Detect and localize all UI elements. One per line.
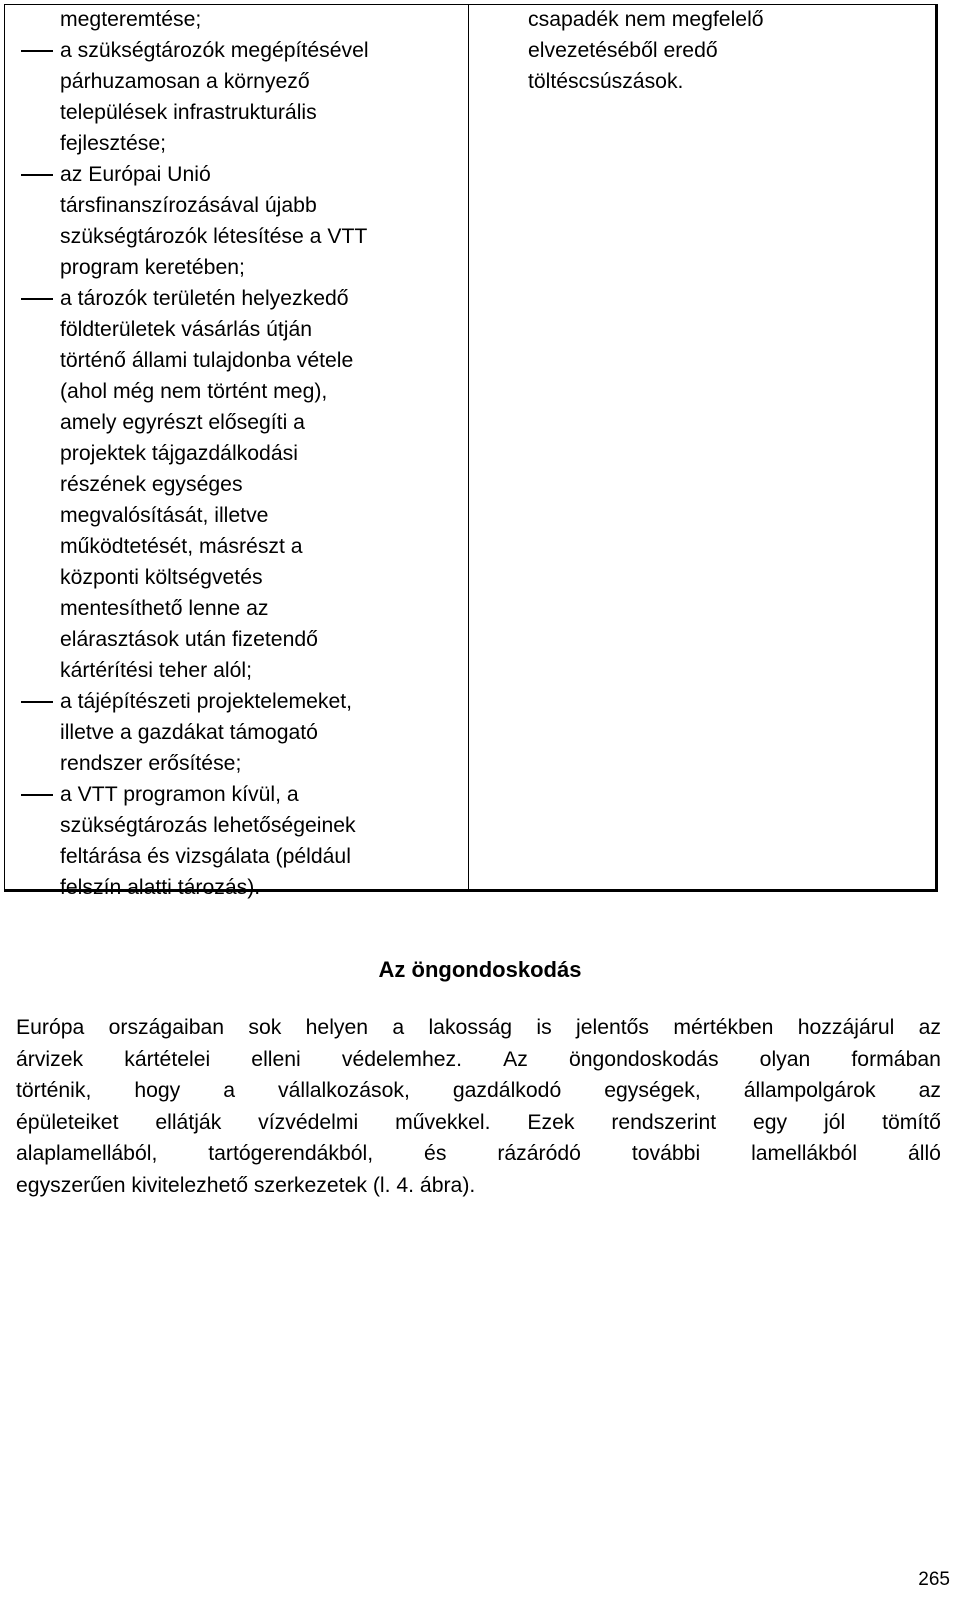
dash-bullet-icon bbox=[21, 701, 53, 703]
paragraph-line: történik, hogy a vállalkozások, gazdálkodó egységek, állampolgárok az bbox=[16, 1079, 941, 1102]
list-item-continuation bbox=[21, 314, 461, 345]
paragraph-line: alaplamellából, tartógerendákból, és rázáródó további lamellákból álló bbox=[16, 1142, 941, 1165]
list-item-text: (ahol még nem történt meg), bbox=[60, 380, 328, 403]
list-item-continuation bbox=[21, 4, 461, 35]
list-item-text: felszín alatti tározás). bbox=[60, 876, 261, 899]
list-item-continuation bbox=[21, 810, 461, 841]
list-item-text: a VTT programon kívül, a bbox=[60, 783, 299, 806]
section-heading: Az öngondoskodás bbox=[378, 957, 582, 982]
dash-bullet-icon bbox=[21, 174, 53, 176]
paragraph-line: egyszerűen kivitelezhető szerkezetek (l. 4. ábra). bbox=[16, 1173, 476, 1197]
list-item-text: szükségtározás lehetőségeinek bbox=[60, 814, 356, 837]
list-item-text: történő állami tulajdonba vétele bbox=[60, 349, 354, 372]
list-item-text: földterületek vásárlás útján bbox=[60, 318, 313, 341]
list-item-text: a tározók területén helyezkedő bbox=[60, 287, 349, 310]
list-item-start bbox=[21, 283, 461, 314]
dash-bullet-icon bbox=[21, 50, 53, 52]
list-item-start bbox=[21, 35, 461, 66]
list-item-continuation bbox=[21, 97, 461, 128]
list-item-start bbox=[21, 779, 461, 810]
list-item-text: elárasztások után fizetendő bbox=[60, 628, 318, 651]
page-number: 265 bbox=[918, 1569, 950, 1590]
paragraph-line: épületeiket ellátják vízvédelmi művekkel. Ezek rendszerint egy jól tömítő bbox=[16, 1110, 941, 1134]
dash-bullet-icon bbox=[21, 794, 53, 796]
list-item-text: a szükségtározók megépítésével bbox=[60, 39, 369, 62]
right-column-line: elvezetéséből eredő bbox=[528, 39, 718, 62]
list-item-continuation bbox=[21, 531, 461, 562]
right-column-line: töltéscsúszások. bbox=[528, 70, 684, 93]
list-item-continuation bbox=[21, 841, 461, 872]
list-item-continuation bbox=[21, 407, 461, 438]
list-item-text: párhuzamosan a környező bbox=[60, 70, 310, 93]
list-item-continuation bbox=[21, 624, 461, 655]
list-item-continuation bbox=[21, 593, 461, 624]
list-item-text: projektek tájgazdálkodási bbox=[60, 442, 298, 465]
column-divider bbox=[468, 4, 469, 892]
list-item-continuation bbox=[21, 438, 461, 469]
list-item-text: a tájépítészeti projektelemeket, bbox=[60, 690, 353, 713]
list-item-continuation bbox=[21, 252, 461, 283]
list-item-continuation bbox=[21, 221, 461, 252]
list-item-continuation bbox=[21, 562, 461, 593]
list-item-start bbox=[21, 159, 461, 190]
table-right-column bbox=[528, 4, 928, 97]
list-item-text: társfinanszírozásával újabb bbox=[60, 194, 317, 217]
list-item-text: megvalósítását, illetve bbox=[60, 504, 269, 527]
list-item-text: szükségtározók létesítése a VTT bbox=[60, 225, 368, 248]
list-item-start bbox=[21, 686, 461, 717]
list-item-continuation bbox=[21, 128, 461, 159]
list-item-text: kártérítési teher alól; bbox=[60, 659, 252, 682]
list-item-continuation bbox=[21, 872, 461, 903]
list-item-continuation bbox=[21, 345, 461, 376]
list-item-continuation bbox=[21, 190, 461, 221]
table-left-column bbox=[21, 4, 461, 903]
list-item-text: működtetését, másrészt a bbox=[60, 535, 303, 558]
list-item-continuation bbox=[21, 66, 461, 97]
list-item-continuation bbox=[21, 748, 461, 779]
list-item-text: fejlesztése; bbox=[60, 132, 166, 155]
list-item-text: az Európai Unió bbox=[60, 163, 211, 186]
list-item-text: központi költségvetés bbox=[60, 566, 263, 589]
list-item-text: program keretében; bbox=[60, 256, 245, 279]
list-item-continuation bbox=[21, 655, 461, 686]
paragraph-line: Európa országaiban sok helyen a lakosság is jelentős mértékben hozzájárul az bbox=[16, 1016, 941, 1039]
list-item-continuation bbox=[21, 469, 461, 500]
list-item-text: megteremtése; bbox=[60, 8, 202, 31]
body-paragraph bbox=[16, 1012, 941, 1201]
list-item-text: részének egységes bbox=[60, 473, 243, 496]
list-item-text: települések infrastrukturális bbox=[60, 101, 317, 124]
list-item-text: rendszer erősítése; bbox=[60, 752, 242, 775]
list-item-continuation bbox=[21, 717, 461, 748]
list-item-text: feltárása és vizsgálata (például bbox=[60, 845, 351, 868]
dash-bullet-icon bbox=[21, 298, 53, 300]
list-item-continuation bbox=[21, 376, 461, 407]
list-item-text: amely egyrészt elősegíti a bbox=[60, 411, 305, 434]
list-item-text: illetve a gazdákat támogató bbox=[60, 721, 318, 744]
list-item-text: mentesíthető lenne az bbox=[60, 597, 269, 620]
paragraph-line: árvizek kártételei elleni védelemhez. Az öngondoskodás olyan formában bbox=[16, 1047, 941, 1071]
list-item-continuation bbox=[21, 500, 461, 531]
right-column-line: csapadék nem megfelelő bbox=[528, 8, 764, 31]
